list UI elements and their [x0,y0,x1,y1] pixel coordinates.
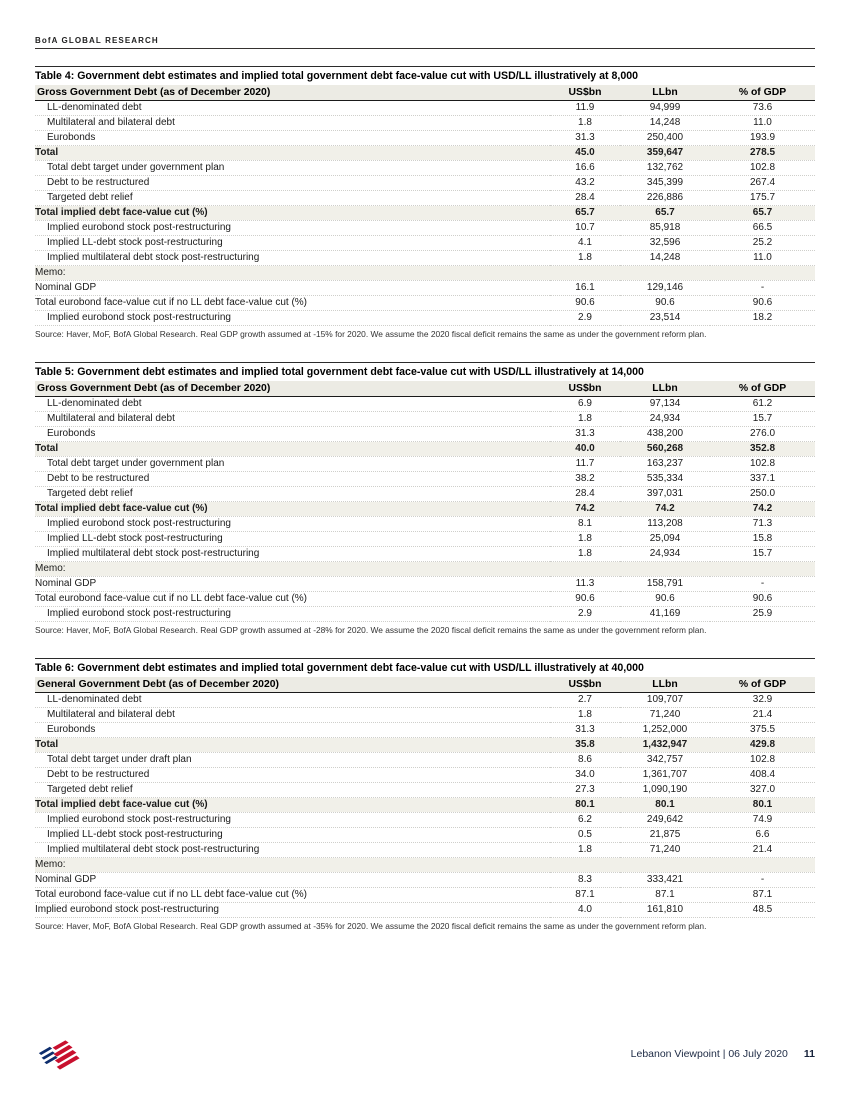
table-row [35,693,815,708]
row-value: 15.8 [752,533,773,544]
table-row [35,547,815,562]
row-value: 113,208 [647,518,683,529]
row-label: Total debt target under government plan [47,162,225,173]
table-4-source: Source: Haver, MoF, BofA Global Research. Real GDP growth assumed at -15% for 2020. We assume the 2020 fiscal deficit remains the same as under the government reform plan. [35,329,707,339]
row-value: 2.9 [578,608,592,619]
row-value: 31.3 [575,428,595,439]
row-value: 102.8 [749,162,776,173]
row-value: 31.3 [575,724,595,735]
row-value: 342,757 [646,754,684,765]
row-value: 375.5 [749,724,776,735]
table-5-title: Table 5: Government debt estimates and implied total government debt face-value cut with USD/LL illustratively at 14,000 [35,362,815,381]
row-label: Eurobonds [47,132,96,143]
row-value: 11.3 [575,578,595,589]
table-5 [35,381,815,622]
row-value: 4.1 [578,237,592,248]
column-header: US$bn [550,381,620,397]
row-value: 429.8 [749,739,776,750]
page-number: 11 [803,1048,815,1060]
row-label: Eurobonds [47,428,96,439]
row-value: 102.8 [749,754,776,765]
row-label: Targeted debt relief [47,488,133,499]
row-value: 132,762 [646,162,684,173]
row-value: 15.7 [752,413,773,424]
row-value: 23,514 [649,312,681,323]
row-value: 80.1 [752,799,773,810]
row-label: Implied eurobond stock post-restructuring [35,904,219,915]
row-value: 71.3 [752,518,773,529]
row-value [550,562,620,577]
row-value: 11.0 [753,117,772,128]
row-value: 71,240 [649,709,681,720]
column-header: LLbn [620,85,710,101]
row-label: Total eurobond face-value cut if no LL debt face-value cut (%) [35,297,308,308]
row-value: 73.6 [752,102,773,113]
row-value: 1,252,000 [642,724,688,735]
row-label: Eurobonds [47,724,96,735]
row-value: 11.9 [575,102,595,113]
row-value: 80.1 [655,799,675,810]
row-label: Memo: [35,563,66,574]
row-label: LL-denominated debt [47,102,142,113]
table-6-source: Source: Haver, MoF, BofA Global Research. Real GDP growth assumed at -35% for 2020. We assume the 2020 fiscal deficit remains the same as under the government reform plan. [35,921,707,931]
table-row [35,723,815,738]
row-value: 65.7 [752,207,773,218]
row-value: 45.0 [575,147,595,158]
row-value [710,266,815,281]
table-row [35,768,815,783]
row-value: 250,400 [646,132,684,143]
row-value: 25.9 [752,608,773,619]
table-5-header-row [35,381,815,397]
row-value: 27.3 [575,784,595,795]
row-value: 32.9 [752,694,773,705]
row-value: 193.9 [749,132,776,143]
table-row [35,161,815,176]
row-value: 0.5 [578,829,592,840]
row-value: 278.5 [749,147,776,158]
table-row [35,903,815,918]
table-row [35,577,815,592]
row-value: 408.4 [749,769,776,780]
row-value: 87.1 [655,889,675,900]
row-value: 94,999 [649,102,681,113]
row-value: 333,421 [646,874,684,885]
row-value: 31.3 [575,132,595,143]
table-row [35,873,815,888]
row-label: Implied eurobond stock post-restructuring [47,608,231,619]
column-header: LLbn [620,381,710,397]
row-value: 1,432,947 [642,739,688,750]
row-label: Implied eurobond stock post-restructuring [47,518,231,529]
row-value: 38.2 [575,473,595,484]
row-value: 1.8 [578,844,592,855]
row-value: 535,334 [646,473,684,484]
row-value: 158,791 [646,578,684,589]
row-value: 10.7 [575,222,595,233]
row-value: 352.8 [749,443,776,454]
row-value: 74.2 [575,503,595,514]
row-label: LL-denominated debt [47,694,142,705]
row-label: Implied LL-debt stock post-restructuring [47,533,223,544]
row-value: 28.4 [575,192,595,203]
row-label: LL-denominated debt [47,398,142,409]
row-value: 163,237 [646,458,684,469]
table-row [35,457,815,472]
table-row [35,116,815,131]
row-value: 359,647 [646,147,684,158]
row-value: 1.8 [578,252,592,263]
row-value: 85,918 [649,222,681,233]
table-6-header-row [35,677,815,693]
row-value: 250.0 [749,488,776,499]
row-label: Multilateral and bilateral debt [47,117,175,128]
row-value [620,858,710,873]
table-row [35,708,815,723]
row-value: 6.2 [578,814,592,825]
row-value: 11.7 [575,458,595,469]
row-label: Total implied debt face-value cut (%) [35,503,208,514]
row-value: 74.2 [655,503,675,514]
table-row [35,472,815,487]
row-value: 28.4 [575,488,595,499]
table-row [35,206,815,221]
row-value: 87.1 [752,889,773,900]
column-header: % of GDP [710,85,815,101]
row-label: Implied LL-debt stock post-restructuring [47,829,223,840]
row-value: 345,399 [646,177,684,188]
row-value: 90.6 [575,593,595,604]
row-label: Total implied debt face-value cut (%) [35,207,208,218]
row-value: 1.8 [578,117,592,128]
row-value: 34.0 [575,769,595,780]
column-header: Gross Government Debt (as of December 2020) [35,85,550,101]
row-value: 2.9 [578,312,592,323]
row-value: 397,031 [646,488,684,499]
row-value: 15.7 [752,548,773,559]
row-value: 276.0 [749,428,776,439]
row-value: 6.6 [755,829,770,840]
table-row [35,858,815,873]
row-value: 25,094 [649,533,681,544]
row-label: Total implied debt face-value cut (%) [35,799,208,810]
row-label: Total [35,443,59,454]
table-6-title: Table 6: Government debt estimates and implied total government debt face-value cut with USD/LL illustratively at 40,000 [35,658,815,677]
publication-title: Lebanon Viewpoint | 06 July 2020 [630,1048,788,1060]
row-value: 71,240 [649,844,681,855]
row-value: 21.4 [752,844,773,855]
table-row [35,607,815,622]
row-label: Total debt target under draft plan [47,754,192,765]
row-value: 21,875 [649,829,681,840]
table-row [35,502,815,517]
row-label: Total eurobond face-value cut if no LL debt face-value cut (%) [35,593,308,604]
row-value: 161,810 [646,904,684,915]
row-value: 1.8 [578,533,592,544]
row-value: 1,090,190 [642,784,688,795]
row-label: Total eurobond face-value cut if no LL debt face-value cut (%) [35,889,308,900]
column-header: General Government Debt (as of December 2020) [35,677,550,693]
row-value: 14,248 [649,117,681,128]
table-row [35,266,815,281]
table-row [35,146,815,161]
row-value: 48.5 [752,904,773,915]
row-value: 4.0 [578,904,592,915]
row-value: 8.1 [578,518,592,529]
row-value: 90.6 [655,593,675,604]
row-label: Implied eurobond stock post-restructuring [47,222,231,233]
row-value [620,266,710,281]
table-row [35,517,815,532]
row-label: Implied LL-debt stock post-restructuring [47,237,223,248]
column-header: Gross Government Debt (as of December 2020) [35,381,550,397]
row-value [620,562,710,577]
row-value: 102.8 [749,458,776,469]
table-row [35,798,815,813]
column-header: % of GDP [710,381,815,397]
row-value: 14,248 [649,252,681,263]
row-value: 1.8 [578,413,592,424]
row-value [710,858,815,873]
row-value: 90.6 [655,297,675,308]
row-value [550,858,620,873]
row-value: 2.7 [578,694,592,705]
table-row [35,236,815,251]
row-value: 65.7 [575,207,595,218]
table-row [35,397,815,412]
row-value: 1.8 [578,709,592,720]
row-value: 41,169 [649,608,681,619]
row-label: Total [35,739,59,750]
column-header: US$bn [550,677,620,693]
row-value: 8.6 [578,754,592,765]
table-4-block [35,66,815,339]
row-label: Nominal GDP [35,578,97,589]
table-row [35,888,815,903]
table-row [35,221,815,236]
row-value: 175.7 [749,192,776,203]
page-footer [631,1048,815,1060]
table-row [35,191,815,206]
row-label: Total [35,147,59,158]
row-value: 90.6 [752,593,773,604]
row-value: 16.6 [575,162,595,173]
table-4-header-row [35,85,815,101]
row-value: - [760,578,765,589]
row-value: 1,361,707 [642,769,688,780]
row-value: 226,886 [646,192,684,203]
row-value: 267.4 [749,177,776,188]
row-value: 560,268 [646,443,684,454]
table-row [35,131,815,146]
row-value: 66.5 [752,222,773,233]
table-row [35,487,815,502]
row-value: 80.1 [575,799,595,810]
table-6 [35,677,815,918]
row-label: Targeted debt relief [47,192,133,203]
row-value: 32,596 [649,237,681,248]
row-label: Implied eurobond stock post-restructuring [47,312,231,323]
table-row [35,828,815,843]
row-value: - [760,282,765,293]
row-value: 65.7 [655,207,675,218]
row-label: Nominal GDP [35,282,97,293]
row-value: 24,934 [649,413,681,424]
row-value [710,562,815,577]
row-label: Targeted debt relief [47,784,133,795]
row-value: - [760,874,765,885]
row-label: Multilateral and bilateral debt [47,709,175,720]
column-header: % of GDP [710,677,815,693]
row-value: 61.2 [752,398,773,409]
row-label: Nominal GDP [35,874,97,885]
table-4-title: Table 4: Government debt estimates and implied total government debt face-value cut with USD/LL illustratively at 8,000 [35,66,815,85]
table-row [35,813,815,828]
brand-header: BofA GLOBAL RESEARCH [35,36,159,45]
row-label: Debt to be restructured [47,473,150,484]
column-header: US$bn [550,85,620,101]
row-value: 438,200 [646,428,684,439]
row-label: Memo: [35,267,66,278]
row-value: 327.0 [749,784,776,795]
row-label: Implied multilateral debt stock post-restructuring [47,548,260,559]
row-value: 8.3 [578,874,592,885]
row-value: 16.1 [575,282,595,293]
table-row [35,176,815,191]
row-value: 40.0 [575,443,595,454]
row-label: Multilateral and bilateral debt [47,413,175,424]
row-label: Debt to be restructured [47,177,150,188]
table-row [35,296,815,311]
row-value: 74.2 [752,503,773,514]
table-row [35,442,815,457]
row-value: 35.8 [575,739,595,750]
row-label: Total debt target under government plan [47,458,225,469]
row-label: Implied multilateral debt stock post-restructuring [47,252,260,263]
table-5-block [35,362,815,635]
header-rule [35,48,815,49]
row-value: 337.1 [749,473,776,484]
row-value: 6.9 [578,398,592,409]
row-value: 97,134 [649,398,681,409]
row-value: 1.8 [578,548,592,559]
row-value: 249,642 [646,814,684,825]
table-5-source: Source: Haver, MoF, BofA Global Research. Real GDP growth assumed at -28% for 2020. We assume the 2020 fiscal deficit remains the same as under the government reform plan. [35,625,707,635]
row-value: 25.2 [752,237,773,248]
bofa-logo-icon [37,1038,81,1072]
column-header: LLbn [620,677,710,693]
table-row [35,532,815,547]
table-row [35,101,815,116]
row-value [550,266,620,281]
row-value: 24,934 [649,548,681,559]
row-label: Debt to be restructured [47,769,150,780]
table-row [35,753,815,768]
row-value: 90.6 [575,297,595,308]
row-label: Memo: [35,859,66,870]
table-4 [35,85,815,326]
table-row [35,251,815,266]
table-row [35,592,815,607]
row-value: 129,146 [646,282,684,293]
table-row [35,412,815,427]
row-value: 90.6 [752,297,773,308]
row-value: 109,707 [646,694,684,705]
table-6-block [35,658,815,931]
row-label: Implied multilateral debt stock post-restructuring [47,844,260,855]
table-row [35,427,815,442]
table-row [35,783,815,798]
table-row [35,311,815,326]
row-value: 11.0 [753,252,772,263]
table-row [35,843,815,858]
row-value: 87.1 [575,889,595,900]
table-row [35,562,815,577]
row-value: 43.2 [575,177,595,188]
row-value: 18.2 [752,312,773,323]
row-value: 74.9 [752,814,773,825]
table-row [35,738,815,753]
row-label: Implied eurobond stock post-restructuring [47,814,231,825]
row-value: 21.4 [752,709,773,720]
table-row [35,281,815,296]
